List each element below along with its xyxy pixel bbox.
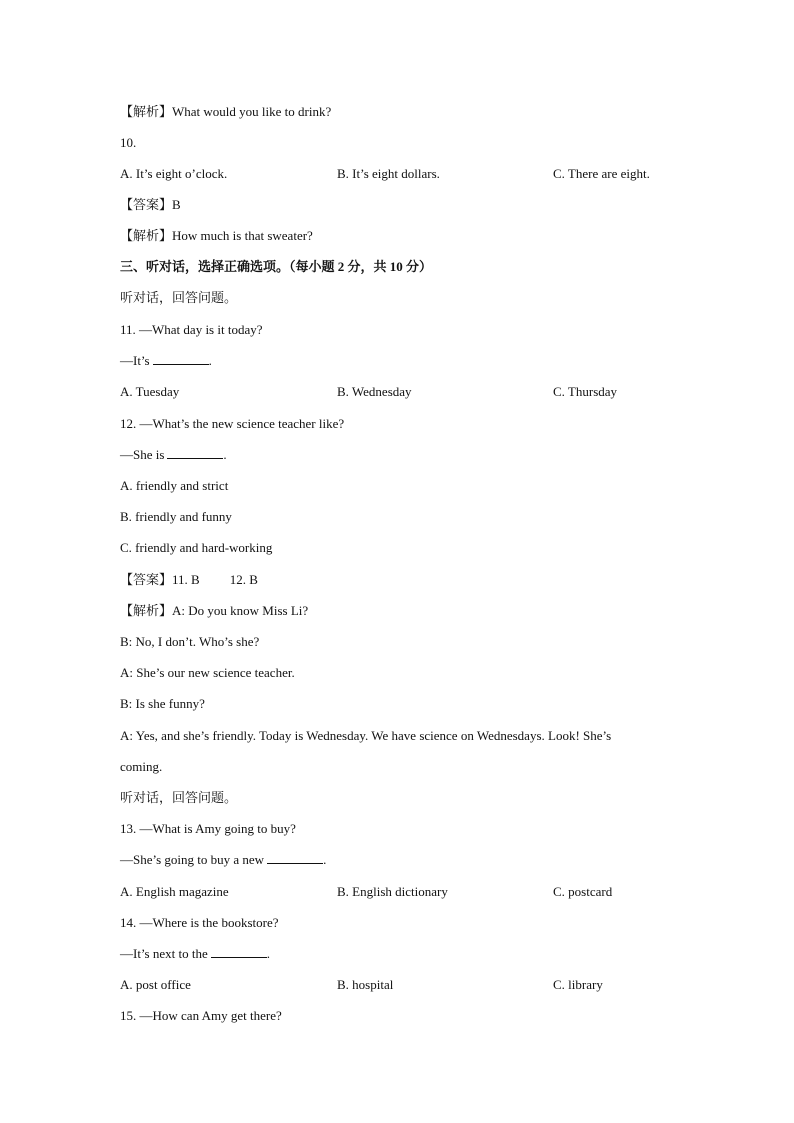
- q13-option-b: B. English dictionary: [337, 884, 448, 899]
- answer-blank: [267, 852, 323, 864]
- q12-option-a: A. friendly and strict: [120, 478, 229, 493]
- section3-instruction: 听对话，回答问题。: [120, 290, 238, 305]
- q13-option-c: C. postcard: [553, 884, 613, 899]
- dialogue-line-1: 【解析】A: Do you know Miss Li?: [120, 603, 309, 618]
- q11-option-a: A. Tuesday: [120, 384, 180, 399]
- answers-11-12: [120, 572, 258, 588]
- q10-option-b: B. It’s eight dollars.: [337, 166, 440, 181]
- section3b-instruction: 听对话，回答问题。: [120, 790, 238, 805]
- analysis-label: 【解析】: [120, 603, 173, 618]
- answer-label: 【答案】: [120, 572, 173, 587]
- answer-blank: [211, 946, 267, 958]
- answer-11: 11. B: [172, 572, 200, 587]
- q15-question: 15. —How can Amy get there?: [120, 1008, 282, 1023]
- q13-option-a: A. English magazine: [120, 884, 229, 899]
- q11-option-b: B. Wednesday: [337, 384, 412, 399]
- q13-question: 13. —What is Amy going to buy?: [120, 821, 296, 836]
- q12-response: —She is .: [120, 447, 227, 462]
- answer-blank: [153, 353, 209, 365]
- q14-response: —It’s next to the .: [120, 946, 270, 961]
- q10-analysis: [120, 228, 313, 244]
- answer-label: 【答案】: [120, 197, 173, 212]
- answer-12: 12. B: [229, 572, 258, 587]
- q10-number: 10.: [120, 135, 137, 150]
- q12-option-b: B. friendly and funny: [120, 509, 232, 524]
- dialogue-line-3: A: She’s our new science teacher.: [120, 665, 295, 680]
- q12-option-c: C. friendly and hard-working: [120, 540, 273, 555]
- dialogue-line-5: A: Yes, and she’s friendly. Today is Wednesday. We have science on Wednesdays. Look! She’s: [120, 728, 612, 743]
- q14-option-a: A. post office: [120, 977, 191, 992]
- q14-option-c: C. library: [553, 977, 603, 992]
- q11-question: 11. —What day is it today?: [120, 322, 263, 337]
- analysis-text: What would you like to drink?: [172, 104, 332, 119]
- analysis-label: 【解析】: [120, 104, 173, 119]
- answer-blank: [167, 447, 223, 459]
- q9-analysis: [120, 104, 331, 120]
- q13-response: —She’s going to buy a new .: [120, 852, 327, 867]
- analysis-text: How much is that sweater?: [172, 228, 313, 243]
- q12-question: 12. —What’s the new science teacher like?: [120, 416, 345, 431]
- q10-answer: [120, 197, 181, 213]
- section3-heading: 三、听对话，选择正确选项。（每小题 2 分，共 10 分）: [120, 259, 433, 274]
- answer-text: B: [172, 197, 181, 212]
- q14-question: 14. —Where is the bookstore?: [120, 915, 279, 930]
- dialogue-line-6: coming.: [120, 759, 163, 774]
- q14-option-b: B. hospital: [337, 977, 394, 992]
- q11-option-c: C. Thursday: [553, 384, 618, 399]
- q10-option-c: C. There are eight.: [553, 166, 650, 181]
- dialogue-line-4: B: Is she funny?: [120, 696, 205, 711]
- q11-response: —It’s .: [120, 353, 212, 368]
- q10-option-a: A. It’s eight o’clock.: [120, 166, 228, 181]
- analysis-label: 【解析】: [120, 228, 173, 243]
- dialogue-line-2: B: No, I don’t. Who’s she?: [120, 634, 260, 649]
